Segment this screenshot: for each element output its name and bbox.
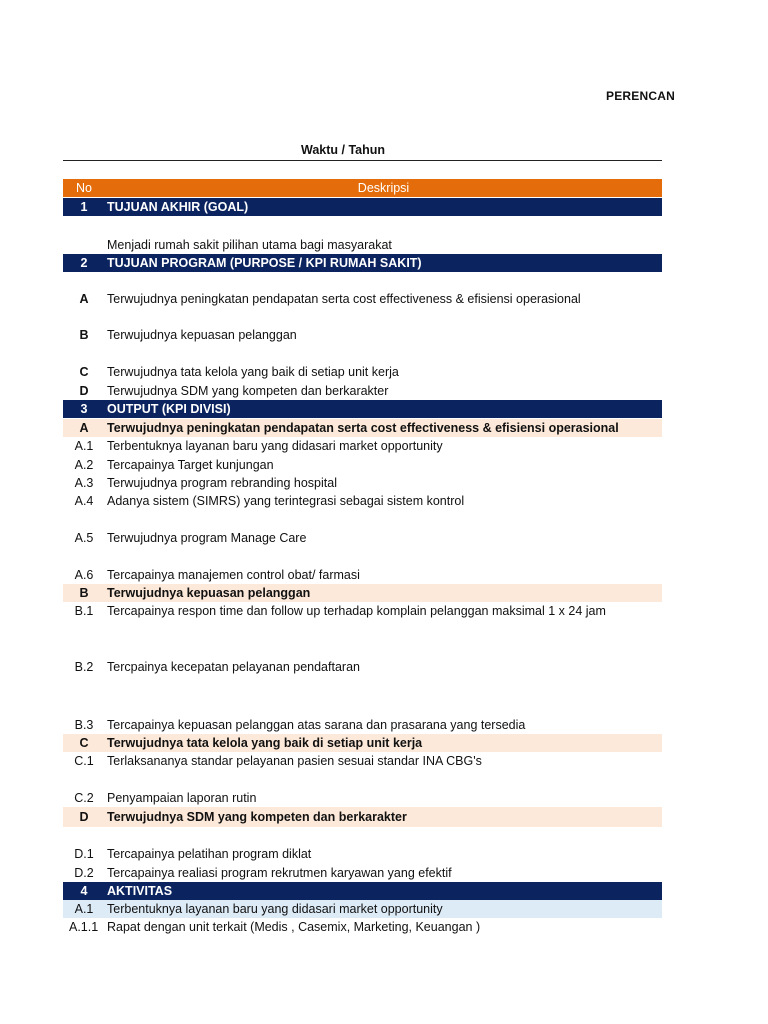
row-number: A bbox=[79, 292, 89, 306]
table-row bbox=[63, 863, 662, 882]
row-description: Terwujudnya kepuasan pelanggan bbox=[107, 586, 311, 600]
row-number: B.1 bbox=[74, 604, 94, 618]
row-description: Tercapainya respon time dan follow up terhadap komplain pelanggan maksimal 1 x 24 jam bbox=[107, 604, 606, 618]
table-row bbox=[63, 474, 662, 492]
row-description: AKTIVITAS bbox=[107, 884, 173, 898]
row-number: 1 bbox=[80, 200, 88, 214]
table-row bbox=[63, 381, 662, 400]
table-row bbox=[63, 492, 662, 510]
row-description: Penyampaian laporan rutin bbox=[107, 791, 257, 805]
table-row bbox=[63, 437, 662, 455]
row-description: Tercpainya kecepatan pelayanan pendaftaran bbox=[107, 660, 360, 674]
table-row bbox=[63, 198, 662, 216]
row-description: Terwujudnya program Manage Care bbox=[107, 531, 307, 545]
row-description: TUJUAN PROGRAM (PURPOSE / KPI RUMAH SAKIT) bbox=[107, 256, 422, 270]
document-title: PERENCAN bbox=[606, 89, 675, 103]
row-number: C.2 bbox=[74, 791, 94, 805]
row-number: D.2 bbox=[74, 866, 94, 880]
row-number: D bbox=[79, 384, 89, 398]
row-description: Terwujudnya SDM yang kompeten dan berkarakter bbox=[107, 384, 389, 398]
row-description: OUTPUT (KPI DIVISI) bbox=[107, 402, 231, 416]
row-description: Tercapainya manajemen control obat/ farmasi bbox=[107, 568, 360, 582]
row-description: Adanya sistem (SIMRS) yang terintegrasi sebagai sistem kontrol bbox=[107, 494, 465, 508]
row-description: Terwujudnya program rebranding hospital bbox=[107, 476, 337, 490]
row-description: Tercapainya kepuasan pelanggan atas sarana dan prasarana yang tersedia bbox=[107, 718, 526, 732]
row-description: Terlaksananya standar pelayanan pasien sesuai standar INA CBG's bbox=[107, 754, 482, 768]
row-number: B.2 bbox=[74, 660, 94, 674]
row-description: Terwujudnya peningkatan pendapatan serta cost effectiveness & efisiensi operasional bbox=[107, 292, 581, 306]
row-description: Terwujudnya kepuasan pelanggan bbox=[107, 328, 297, 342]
table-row bbox=[63, 770, 662, 807]
row-number: A.1 bbox=[74, 902, 94, 916]
table-row bbox=[63, 344, 662, 381]
row-number: A bbox=[79, 421, 89, 435]
table-row bbox=[63, 584, 662, 602]
table-row bbox=[63, 827, 662, 863]
header-deskripsi: Deskripsi bbox=[357, 181, 410, 195]
table-row bbox=[63, 547, 662, 584]
table-row bbox=[63, 216, 662, 254]
table-row bbox=[63, 272, 662, 308]
row-number: C.1 bbox=[74, 754, 94, 768]
table-row bbox=[63, 734, 662, 752]
row-description: Tercapainya realiasi program rekrutmen karyawan yang efektif bbox=[107, 866, 452, 880]
row-number: B bbox=[79, 328, 89, 342]
row-description: Terbentuknya layanan baru yang didasari market opportunity bbox=[107, 902, 443, 916]
row-number: B bbox=[79, 586, 89, 600]
waktu-tahun-label: Waktu / Tahun bbox=[301, 143, 386, 157]
row-number: 3 bbox=[80, 402, 88, 416]
table-row bbox=[63, 807, 662, 827]
table-row bbox=[63, 602, 662, 620]
table-row bbox=[63, 400, 662, 418]
row-number: A.1.1 bbox=[69, 920, 99, 934]
row-number: A.6 bbox=[74, 568, 94, 582]
row-description: Rapat dengan unit terkait (Medis , Casemix, Marketing, Keuangan ) bbox=[107, 920, 481, 934]
row-number: A.3 bbox=[74, 476, 94, 490]
table-header bbox=[63, 179, 662, 197]
row-number: 2 bbox=[80, 256, 88, 270]
row-number: A.4 bbox=[74, 494, 94, 508]
table-row bbox=[63, 620, 662, 676]
table-row bbox=[63, 676, 662, 734]
header-rule bbox=[63, 160, 662, 161]
table-row bbox=[63, 456, 662, 474]
row-number: D.1 bbox=[74, 847, 94, 861]
row-number: 4 bbox=[80, 884, 88, 898]
row-number: C bbox=[79, 365, 89, 379]
table-row bbox=[63, 882, 662, 900]
row-description: Tercapainya pelatihan program diklat bbox=[107, 847, 312, 861]
table-row bbox=[63, 254, 662, 272]
row-description: Terwujudnya peningkatan pendapatan serta cost effectiveness & efisiensi operasional bbox=[107, 421, 619, 435]
row-description: Terwujudnya SDM yang kompeten dan berkarakter bbox=[107, 810, 407, 824]
table-row bbox=[63, 308, 662, 344]
row-number: A.1 bbox=[74, 439, 94, 453]
row-number: A.2 bbox=[74, 458, 94, 472]
row-description: Menjadi rumah sakit pilihan utama bagi masyarakat bbox=[107, 238, 392, 252]
table-row bbox=[63, 752, 662, 770]
row-number: A.5 bbox=[74, 531, 94, 545]
header-no: No bbox=[76, 181, 92, 195]
table-row bbox=[63, 900, 662, 918]
table-row bbox=[63, 918, 662, 936]
row-number: D bbox=[79, 810, 89, 824]
row-number: B.3 bbox=[74, 718, 94, 732]
row-description: Terbentuknya layanan baru yang didasari market opportunity bbox=[107, 439, 443, 453]
table-row bbox=[63, 419, 662, 437]
row-number: C bbox=[79, 736, 89, 750]
row-description: Terwujudnya tata kelola yang baik di setiap unit kerja bbox=[107, 365, 399, 379]
row-description: Tercapainya Target kunjungan bbox=[107, 458, 274, 472]
row-description: Terwujudnya tata kelola yang baik di setiap unit kerja bbox=[107, 736, 423, 750]
row-description: TUJUAN AKHIR (GOAL) bbox=[107, 200, 249, 214]
table-row bbox=[63, 510, 662, 547]
